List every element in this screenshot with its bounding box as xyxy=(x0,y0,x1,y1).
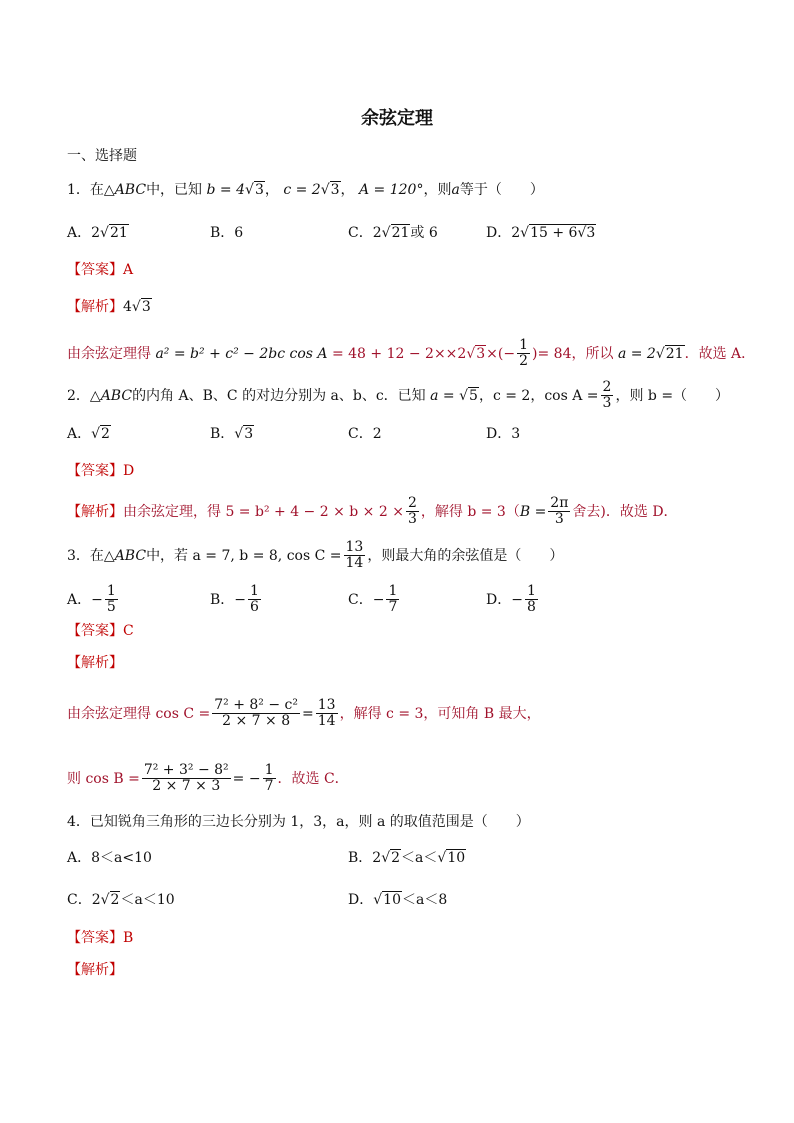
q1-b-radicand: 3 xyxy=(254,182,264,198)
fraction-num: 1 xyxy=(106,583,116,599)
option-radicand: 21 xyxy=(391,225,410,241)
q2-tail: ，则 b =（ ） xyxy=(615,387,730,404)
q2-prefix: 2．△ xyxy=(67,387,101,404)
option-label: C．− xyxy=(348,591,385,608)
answer-label: 【答案】 xyxy=(67,262,123,278)
q3-tail: ，则最大角的余弦值是（ ） xyxy=(367,547,564,564)
sqrt-symbol: √3 xyxy=(234,426,254,442)
fraction xyxy=(105,584,118,616)
q4-analysis-label: 【解析】 xyxy=(67,962,123,978)
q2-triangle: ABC xyxy=(100,387,133,404)
q2-option-a[interactable] xyxy=(67,424,111,444)
option-coef: 2 xyxy=(511,225,521,241)
solution-prefix: 由余弦定理得 xyxy=(67,345,151,362)
option-radicand: 15 + 6√3 xyxy=(530,225,596,241)
q4-option-c[interactable] xyxy=(67,890,175,910)
option-label: A． xyxy=(67,426,92,442)
q3-prefix: 3．在△ xyxy=(67,547,115,564)
q4-option-b[interactable] xyxy=(348,848,466,868)
q1-option-b[interactable]: B．6 xyxy=(210,225,244,241)
q1-solution xyxy=(67,338,755,370)
q3-option-d[interactable] xyxy=(486,584,540,616)
q3-mid: 中，若 a = 7, b = 8, cos C = xyxy=(146,547,342,564)
fraction xyxy=(316,698,338,730)
solution-mid: ，解得 b = 3（ xyxy=(420,503,520,520)
fraction-den: 2 × 7 × 8 xyxy=(222,713,291,730)
analysis-radicand: 3 xyxy=(141,299,151,315)
q1-prefix: 1．在△ xyxy=(67,182,115,198)
q3-solution-2 xyxy=(67,763,349,795)
q3-analysis-label: 【解析】 xyxy=(67,655,123,671)
solution-radicand: 3 xyxy=(476,345,486,362)
solution-formula: a² = b² + c² − 2bc cos A xyxy=(155,345,328,362)
fraction-num: 2 xyxy=(602,379,612,395)
analysis-label: 【解析】 xyxy=(67,299,123,315)
sqrt-symbol: √10 xyxy=(437,850,466,866)
fraction-den: 6 xyxy=(250,599,259,616)
answer-value: C xyxy=(123,623,134,639)
solution-eq: = 48 + 12 − 2××2 xyxy=(331,345,467,362)
q2-a-radicand: 5 xyxy=(469,387,478,404)
sqrt-symbol: √3 xyxy=(466,345,486,362)
option-label: C．2 xyxy=(67,892,101,908)
fraction-den: 2 × 7 × 3 xyxy=(152,778,221,795)
q1-angle: A = 120° xyxy=(359,182,424,198)
sqrt-symbol: √5 xyxy=(459,387,478,404)
fraction xyxy=(386,584,399,616)
answer-label: 【答案】 xyxy=(67,930,123,946)
q1-option-d[interactable] xyxy=(486,223,596,243)
fraction xyxy=(263,763,276,795)
option-label: B． xyxy=(210,426,235,442)
q3-solution-1 xyxy=(67,698,541,730)
fraction-num: 7² + 3² − 8² xyxy=(143,762,229,778)
fraction-den: 3 xyxy=(602,395,612,412)
q2-option-b[interactable] xyxy=(210,424,254,444)
q1-option-a[interactable] xyxy=(67,223,129,243)
q1-tail: ，则 xyxy=(423,182,452,198)
sqrt-symbol: √3 xyxy=(320,182,340,198)
sqrt-symbol: √10 xyxy=(373,892,401,908)
q1-b-value: b = 4 xyxy=(206,182,246,198)
fraction-num: 2π xyxy=(550,495,569,511)
fraction xyxy=(248,584,261,616)
q1-option-c[interactable] xyxy=(348,223,438,243)
answer-label: 【答案】 xyxy=(67,463,123,479)
q1-mid: 中，已知 xyxy=(146,182,203,198)
solution-prefix: 由余弦定理得 cos C = xyxy=(67,705,211,722)
solution-b: B = xyxy=(519,503,547,520)
option-label: B．− xyxy=(210,591,247,608)
option-mid: ＜a＜ xyxy=(401,850,438,866)
q2-analysis xyxy=(67,496,678,528)
option-radicand: 2 xyxy=(110,892,120,908)
fraction-num: 13 xyxy=(345,539,364,555)
option-label: A． xyxy=(67,225,92,241)
fraction-num: 2 xyxy=(407,495,417,511)
sqrt-symbol: √21 xyxy=(381,225,410,241)
fraction-den: 5 xyxy=(106,599,116,616)
fraction-den: 3 xyxy=(407,511,417,528)
sqrt-symbol: √2 xyxy=(91,426,110,442)
q2-option-d[interactable]: D．3 xyxy=(486,426,521,442)
option-radicand: 21 xyxy=(109,225,128,241)
question-3 xyxy=(67,540,563,572)
q3-triangle: ABC xyxy=(114,547,147,564)
sqrt-symbol: √3 xyxy=(131,299,151,315)
q4-option-d[interactable] xyxy=(348,890,447,910)
sqrt-symbol: √2 xyxy=(100,892,120,908)
solution-a-radicand: 21 xyxy=(665,345,684,362)
option-tail: ＜a＜10 xyxy=(120,892,175,908)
q3-answer xyxy=(67,621,134,641)
q1-tail2: 等于（ ） xyxy=(459,182,544,198)
q3-option-b[interactable] xyxy=(210,584,263,616)
solution-close: )= 84，所以 xyxy=(532,345,614,362)
option-tail: ＜a＜8 xyxy=(401,892,448,908)
answer-value: B xyxy=(123,930,134,946)
option-label: D．− xyxy=(486,591,523,608)
fraction-den: 8 xyxy=(526,599,536,616)
fraction-den: 7 xyxy=(388,599,398,616)
solution-tail: ．故选 C． xyxy=(277,770,349,787)
analysis-coef: 4 xyxy=(123,299,132,315)
option-label: B．2 xyxy=(348,850,382,866)
option-radicand: 2 xyxy=(101,426,110,442)
solution-prefix: 则 cos B = xyxy=(67,770,140,787)
option-label: A．− xyxy=(67,591,103,608)
fraction-num: 1 xyxy=(388,583,398,599)
q1-var-a: a xyxy=(451,182,460,198)
solution-prefix: 由余弦定理，得 5 = b² + 4 − 2 × b × 2 × xyxy=(123,503,404,520)
option-radicand: 2 xyxy=(391,850,401,866)
option-label: C． xyxy=(348,225,373,241)
option-coef: 2 xyxy=(91,225,101,241)
q3-option-c[interactable] xyxy=(348,584,401,616)
fraction-den: 2 xyxy=(519,353,529,370)
fraction-num: 1 xyxy=(519,337,529,353)
option-label: D． xyxy=(348,892,374,908)
q3-option-a[interactable] xyxy=(67,584,120,616)
q2-a-value: a = xyxy=(430,387,460,404)
fraction-num: 1 xyxy=(526,583,536,599)
sqrt-symbol: √21 xyxy=(100,225,128,241)
option-label: D． xyxy=(486,225,512,241)
q4-answer xyxy=(67,928,133,948)
analysis-label: 【解析】 xyxy=(67,503,123,520)
fraction xyxy=(517,338,530,370)
option-radicand: 3 xyxy=(244,426,254,442)
q2-text: 的内角 A、B、C 的对边分别为 a、b、c．已知 xyxy=(132,387,426,404)
fraction xyxy=(601,380,614,412)
option-coef: 2 xyxy=(372,225,382,241)
option-radicand: 10 xyxy=(383,892,401,908)
sqrt-symbol: √3 xyxy=(245,182,264,198)
q1-answer xyxy=(67,260,133,280)
fraction-den: 14 xyxy=(345,555,364,572)
q1-analysis xyxy=(67,297,152,317)
fraction-num: 1 xyxy=(250,583,259,599)
solution-a: a = 2 xyxy=(617,345,656,362)
answer-value: A xyxy=(123,262,134,278)
sqrt-symbol: √2 xyxy=(381,850,401,866)
sqrt-symbol: √15 + 6√3 xyxy=(520,225,596,241)
q1-triangle: ABC xyxy=(114,182,147,198)
fraction-den: 7 xyxy=(264,778,274,795)
q1-c-radicand: 3 xyxy=(330,182,340,198)
solution-eq: = − xyxy=(232,770,261,787)
page-title: 余弦定理 xyxy=(361,108,433,129)
q2-option-c[interactable]: C．2 xyxy=(348,426,382,442)
q4-option-a[interactable]: A．8＜a<10 xyxy=(67,850,152,866)
section-heading: 一、选择题 xyxy=(67,148,137,164)
sqrt-symbol: √21 xyxy=(655,345,684,362)
solution-tail: ，解得 c = 3，可知角 B 最大， xyxy=(339,705,541,722)
fraction xyxy=(212,698,300,730)
fraction xyxy=(548,496,570,528)
fraction-den: 14 xyxy=(317,713,336,730)
fraction-num: 1 xyxy=(264,762,274,778)
q1-c-value: c = 2 xyxy=(283,182,321,198)
option-tail: 或 6 xyxy=(410,225,438,241)
fraction xyxy=(142,763,231,795)
solution-tail: ．故选 A． xyxy=(684,345,756,362)
solution-eq: = xyxy=(302,705,314,722)
fraction xyxy=(406,496,419,528)
q2-answer xyxy=(67,461,134,481)
fraction-num: 13 xyxy=(317,697,336,713)
question-1: 1．在△ABC中，已知 b = 4√3， c = 2√3， A = 120°，则a等于（ ） xyxy=(67,182,544,198)
fraction-den: 3 xyxy=(554,511,564,528)
option-radicand: 10 xyxy=(447,850,466,866)
fraction-num: 7² + 8² − c² xyxy=(214,697,299,713)
answer-label: 【答案】 xyxy=(67,623,123,639)
answer-value: D xyxy=(123,463,135,479)
question-4: 4．已知锐角三角形的三边长分别为 1，3，a，则 a 的取值范围是（ ） xyxy=(67,814,530,830)
solution-times: ×(− xyxy=(486,345,516,362)
question-2 xyxy=(67,380,729,412)
fraction xyxy=(344,540,366,572)
q2-c-value: ，c = 2，cos A = xyxy=(478,387,599,404)
fraction xyxy=(525,584,538,616)
solution-tail: 舍去)．故选 D． xyxy=(572,503,678,520)
